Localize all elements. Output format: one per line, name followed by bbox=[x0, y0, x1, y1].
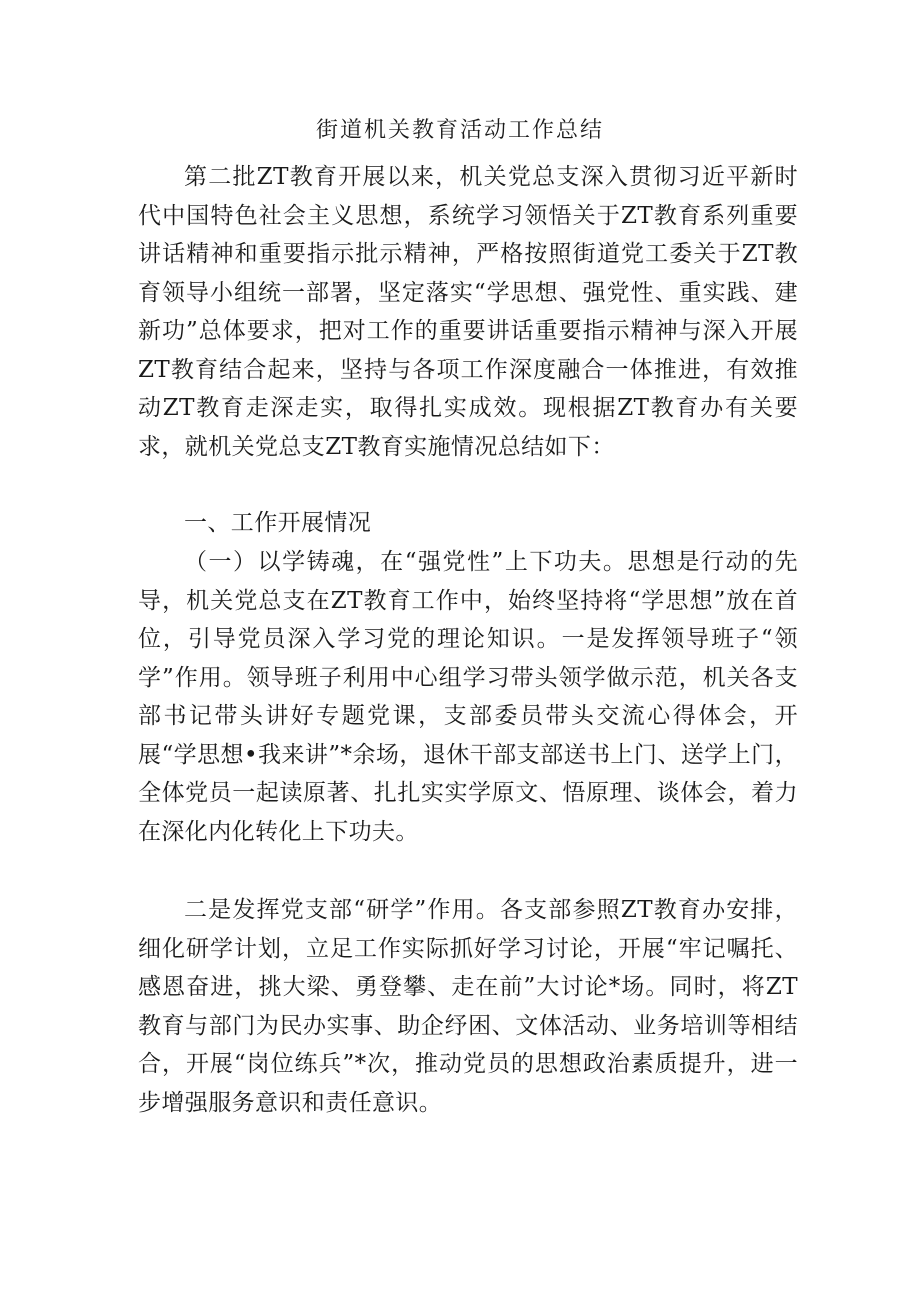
section-heading: 一、工作开展情况 bbox=[184, 510, 372, 536]
paragraph-section-1: （一）以学铸魂，在“强党性”上下功夫。思想是行动的先导，机关党总支在ZT教育工作中，始终坚持将“学思想”放在首位，引导党员深入学习党的理论知识。一是发挥领导班子“领学”作用。领导班子利用中心组学习带头领学做示范，机关各支部书记带头讲好专题党课，支部委员带头交流心得体会，开展“学思想•我来讲”*余场，退休干部支部送书上门、送学上门，全体党员一起读原著、扎扎实实学原文、悟原理、谈体会，着力在深化内化转化上下功夫。 bbox=[138, 549, 798, 845]
paragraph-section-2: 二是发挥党支部“研学”作用。各支部参照ZT教育办安排，细化研学计划，立足工作实际抓好学习讨论，开展“牢记嘱托、感恩奋进，挑大梁、勇登攀、走在前”大讨论*场。同时，将ZT教育与部门为民办实事、助企纾困、文体活动、业务培训等相结合，开展“岗位练兵”*次，推动党员的思想政治素质提升，进一步增强服务意识和责任意识。 bbox=[138, 897, 798, 1116]
document-title: 街道机关教育活动工作总结 bbox=[315, 118, 604, 143]
paragraph-intro: 第二批ZT教育开展以来，机关党总支深入贯彻习近平新时代中国特色社会主义思想，系统学习领悟关于ZT教育系列重要讲话精神和重要指示批示精神，严格按照街道党工委关于ZT教育领导小组统一部署，坚定落实“学思想、强党性、重实践、建新功”总体要求，把对工作的重要讲话重要指示精神与深入开展ZT教育结合起来，坚持与各项工作深度融合一体推进，有效推动ZT教育走深走实，取得扎实成效。现根据ZT教育办有关要求，就机关党总支ZT教育实施情况总结如下： bbox=[138, 164, 798, 460]
